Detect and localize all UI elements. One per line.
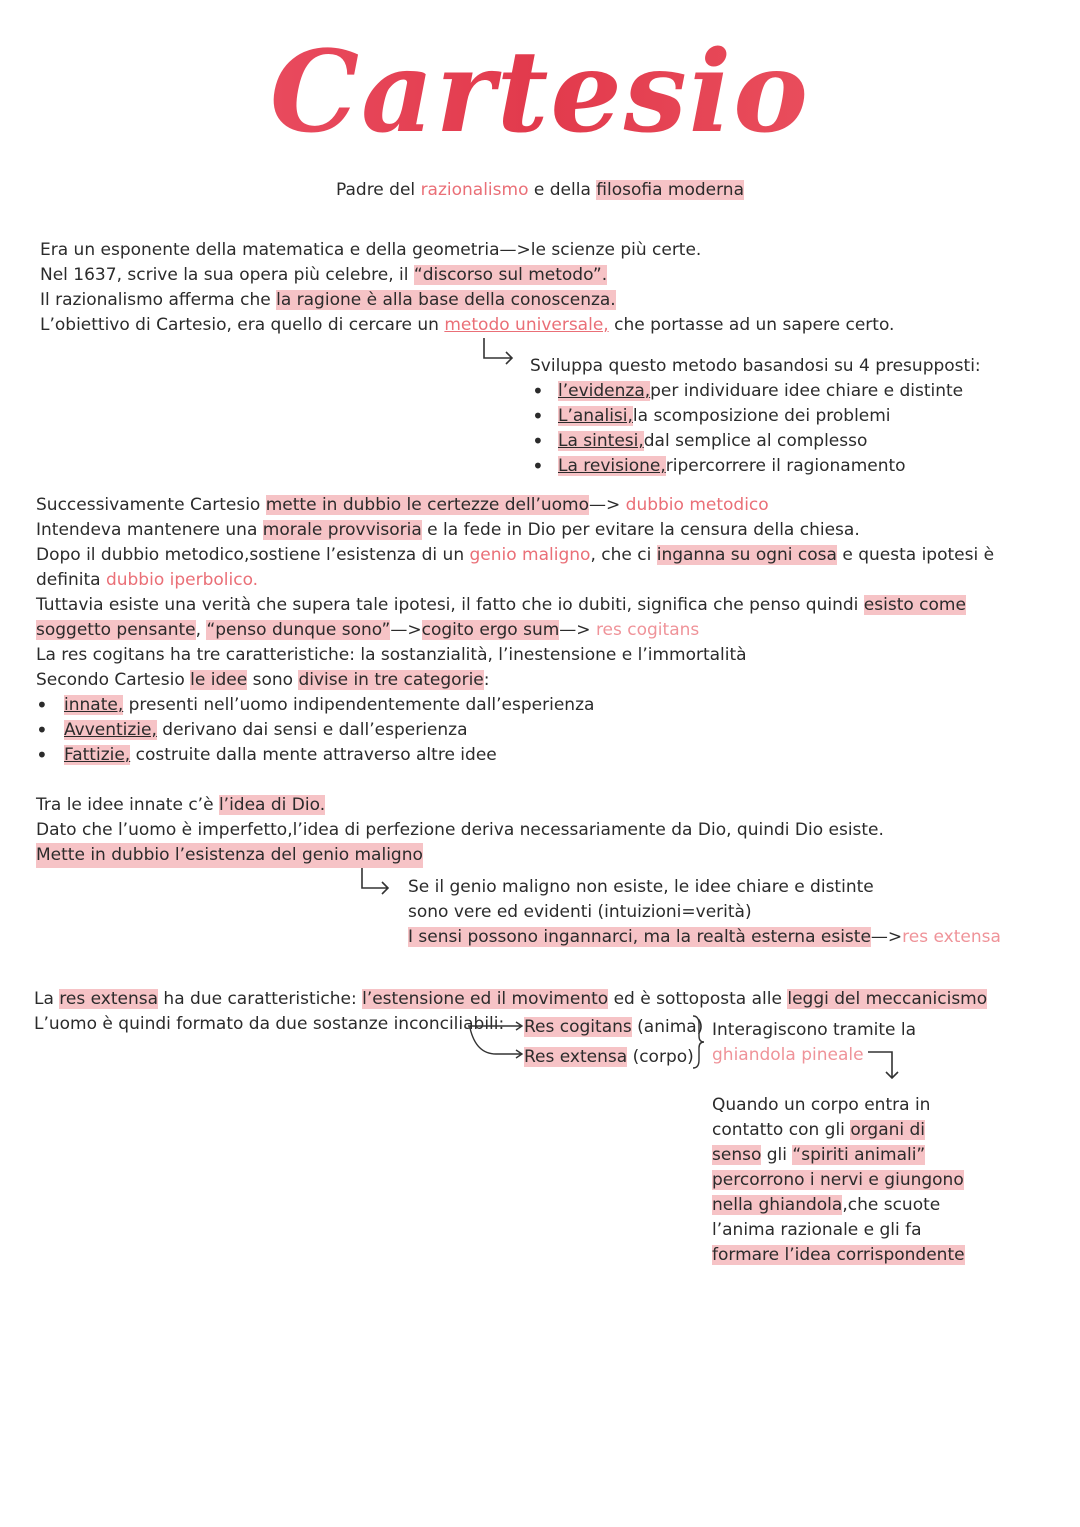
intro-highlight: “discorso sul metodo”. xyxy=(413,265,608,285)
doubt-line-1 xyxy=(36,493,769,518)
highlight: Res extensa xyxy=(524,1047,628,1067)
text: La xyxy=(34,989,60,1009)
text: (anima) xyxy=(631,1017,704,1037)
intro-line-3 xyxy=(40,288,616,313)
text: Successivamente Cartesio xyxy=(36,495,266,515)
doubt-line-7: La res cogitans ha tre caratteristiche: la sostanzialità, l’inestensione e l’immortalità xyxy=(36,645,747,665)
text: Tuttavia esiste una verità che supera tale ipotesi, il fatto che io dubiti, significa che penso quindi xyxy=(36,595,864,615)
highlight: mette in dubbio le certezze dell’uomo xyxy=(265,495,589,515)
text: Dopo il dubbio metodico,sostiene l’esistenza di un xyxy=(36,545,470,565)
res-cogitans-line xyxy=(524,1015,703,1040)
method-item-text: per individuare idee chiare e distinte xyxy=(650,381,964,401)
highlight: “spiriti animali” xyxy=(792,1145,926,1165)
method-item-key: L’analisi, xyxy=(558,406,633,426)
res-extensa: res extensa xyxy=(902,927,1001,947)
bullet-icon: • xyxy=(36,743,48,767)
idea-key: Fattizie, xyxy=(64,745,131,765)
gland-line xyxy=(712,1143,925,1168)
idea-key: Avventizie, xyxy=(64,720,157,740)
idea-text: derivano dai sensi e dall’esperienza xyxy=(156,720,468,740)
text: e la fede in Dio per evitare la censura della chiesa. xyxy=(421,520,860,540)
corner-arrow-icon xyxy=(866,1044,906,1084)
text: —> xyxy=(870,927,903,947)
doubt-line-2 xyxy=(36,518,860,543)
highlight: esisto come xyxy=(863,595,966,615)
highlight: soggetto pensante xyxy=(36,620,196,640)
highlight: formare l’idea corrispondente xyxy=(712,1245,965,1265)
text: , xyxy=(195,620,207,640)
branch-arrow-icon xyxy=(466,1016,526,1066)
text: ha due caratteristiche: xyxy=(158,989,363,1009)
subtitle-modern-philosophy: filosofia moderna xyxy=(596,180,744,200)
method-item xyxy=(558,454,906,479)
text: —> xyxy=(390,620,422,640)
method-heading: Sviluppa questo metodo basandosi su 4 presupposti: xyxy=(530,356,981,376)
extensa-line-1 xyxy=(34,987,987,1012)
highlight: “penso dunque sono” xyxy=(206,620,391,640)
evil-genius: genio maligno xyxy=(469,545,591,565)
subtitle-text-2: e della xyxy=(528,180,597,200)
method-item xyxy=(558,429,867,454)
gland-line: Quando un corpo entra in xyxy=(712,1095,931,1115)
text: gli xyxy=(761,1145,793,1165)
res-extensa-line xyxy=(524,1045,694,1070)
text: : xyxy=(483,670,490,690)
gland-line xyxy=(712,1118,925,1143)
gland-line xyxy=(712,1193,940,1218)
method-item-text: ripercorrere il ragionamento xyxy=(665,456,906,476)
doubt-line-6 xyxy=(36,618,699,643)
pineal-gland: ghiandola pineale xyxy=(712,1045,864,1065)
doubt-line-5 xyxy=(36,593,966,618)
doubt-line-4 xyxy=(36,568,258,593)
god-line-1 xyxy=(36,793,325,818)
highlight: cogito ergo sum xyxy=(421,620,560,640)
method-item-text: dal semplice al complesso xyxy=(643,431,868,451)
idea-text: costruite dalla mente attraverso altre idee xyxy=(130,745,497,765)
methodic-doubt: dubbio metodico xyxy=(625,495,769,515)
doubt-line-8 xyxy=(36,668,490,693)
arrow-icon xyxy=(356,866,396,896)
text: ed è sottoposta alle xyxy=(608,989,788,1009)
text: (corpo) xyxy=(627,1047,694,1067)
bullet-icon: • xyxy=(532,379,544,403)
method-item-text: la scomposizione dei problemi xyxy=(632,406,891,426)
highlight: inganna su ogni cosa xyxy=(656,545,837,565)
gland-line xyxy=(712,1243,965,1268)
text: —> xyxy=(589,495,626,515)
subtitle-text: Padre del xyxy=(336,180,421,200)
text: Secondo Cartesio xyxy=(36,670,191,690)
gland-line: l’anima razionale e gli fa xyxy=(712,1220,922,1240)
god-line-3: Mette in dubbio l’esistenza del genio maligno xyxy=(36,843,423,868)
gland-line xyxy=(712,1168,964,1193)
method-item-key: La sintesi, xyxy=(558,431,644,451)
intro-line-2 xyxy=(40,263,607,288)
method-item-key: La revisione, xyxy=(558,456,666,476)
text: , che ci xyxy=(590,545,657,565)
subtitle xyxy=(0,178,1080,202)
idea-item xyxy=(64,693,594,718)
intro-line-4 xyxy=(40,313,894,338)
text: —> xyxy=(559,620,596,640)
highlight: morale provvisoria xyxy=(262,520,422,540)
method-item xyxy=(558,379,963,404)
doubt-line-3 xyxy=(36,543,994,568)
highlight: I sensi possono ingannarci, ma la realtà esterna esiste xyxy=(408,927,871,947)
idea-item xyxy=(64,743,497,768)
highlight: leggi del meccanicismo xyxy=(787,989,988,1009)
bullet-icon: • xyxy=(532,429,544,453)
text: definita xyxy=(36,570,106,590)
intro-line-1: Era un esponente della matematica e della geometria—>le scienze più certe. xyxy=(40,240,702,260)
hyperbolic-doubt: dubbio iperbolico. xyxy=(105,570,259,590)
intro-text: Il razionalismo afferma che xyxy=(40,290,277,310)
highlight: Res cogitans xyxy=(524,1017,632,1037)
subtitle-rationalism: razionalismo xyxy=(420,180,529,200)
god-sub-2: sono vere ed evidenti (intuizioni=verità) xyxy=(408,902,752,922)
res-cogitans: res cogitans xyxy=(595,620,700,640)
intro-text: L’obiettivo di Cartesio, era quello di cercare un xyxy=(40,315,445,335)
intro-text: che portasse ad un sapere certo. xyxy=(608,315,895,335)
highlight: l’estensione ed il movimento xyxy=(362,989,609,1009)
text: ,che scuote xyxy=(842,1195,941,1215)
page-title: Cartesio xyxy=(0,28,1080,158)
bullet-icon: • xyxy=(36,693,48,717)
text: Intendeva mantenere una xyxy=(36,520,263,540)
text: e questa ipotesi è xyxy=(836,545,995,565)
god-sub-1: Se il genio maligno non esiste, le idee chiare e distinte xyxy=(408,877,874,897)
method-item-key: l’evidenza, xyxy=(558,381,651,401)
text: contatto con gli xyxy=(712,1120,851,1140)
highlight: le idee xyxy=(190,670,248,690)
idea-text: presenti nell’uomo indipendentemente dall’esperienza xyxy=(123,695,595,715)
interact-line: Interagiscono tramite la xyxy=(712,1020,917,1040)
god-sub-3 xyxy=(408,925,1001,950)
god-line-2: Dato che l’uomo è imperfetto,l’idea di perfezione deriva necessariamente da Dio, quindi Dio esiste. xyxy=(36,820,884,840)
intro-universal-method: metodo universale, xyxy=(444,315,609,335)
highlight: organi di xyxy=(850,1120,926,1140)
extensa-line-2: L’uomo è quindi formato da due sostanze inconciliabili: xyxy=(34,1014,505,1034)
highlight: l’idea di Dio. xyxy=(218,795,326,815)
intro-highlight: la ragione è alla base della conoscenza. xyxy=(276,290,616,310)
idea-item xyxy=(64,718,468,743)
highlight: percorrono i nervi e giungono xyxy=(712,1170,964,1190)
highlight: nella ghiandola xyxy=(712,1195,843,1215)
intro-text: Nel 1637, scrive la sua opera più celebre, il xyxy=(40,265,414,285)
bullet-icon: • xyxy=(532,404,544,428)
idea-key: innate, xyxy=(64,695,124,715)
highlight: divise in tre categorie xyxy=(298,670,484,690)
bullet-icon: • xyxy=(36,718,48,742)
highlight: res extensa xyxy=(59,989,159,1009)
arrow-icon xyxy=(478,336,518,366)
bullet-icon: • xyxy=(532,454,544,478)
method-item xyxy=(558,404,891,429)
brace-icon xyxy=(690,1014,706,1070)
text: Tra le idee innate c’è xyxy=(36,795,219,815)
highlight: senso xyxy=(712,1145,762,1165)
text: sono xyxy=(247,670,299,690)
